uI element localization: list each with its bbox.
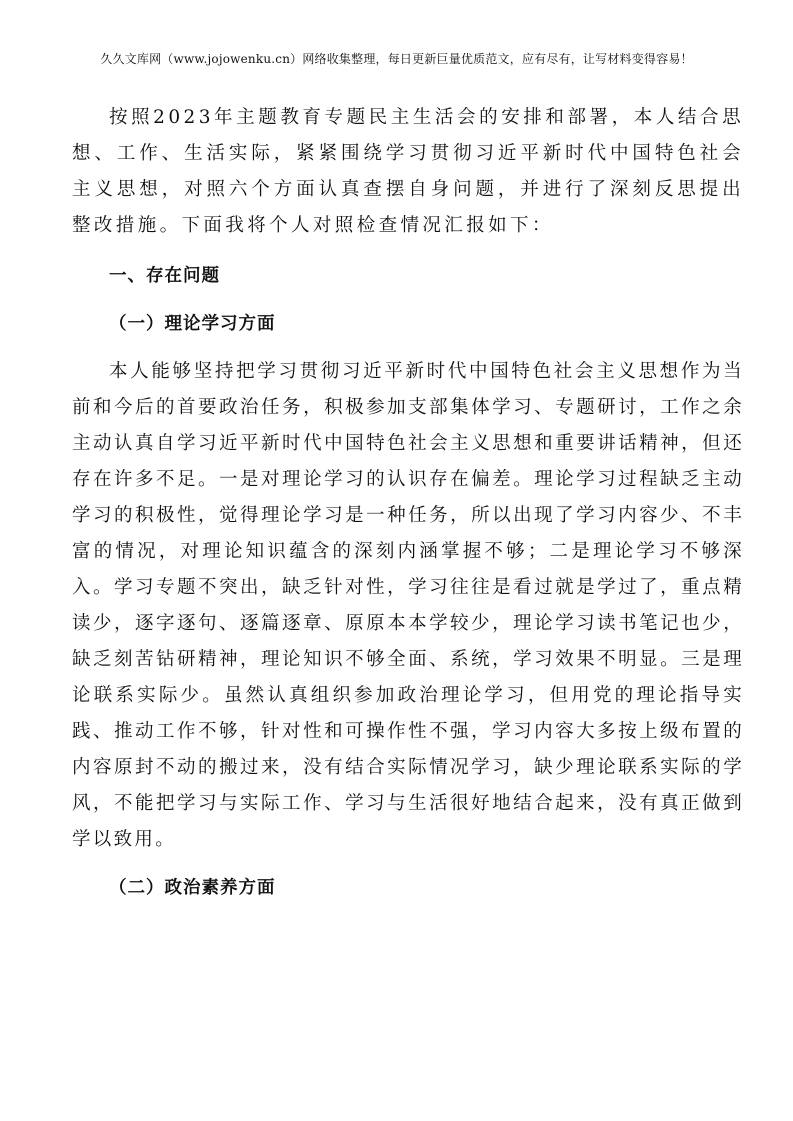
theory-study-paragraph: 本人能够坚持把学习贯彻习近平新时代中国特色社会主义思想作为当前和今后的首要政治任务，积极参加支部集体学习、专题研讨，工作之余主动认真自学习近平新时代中国特色社会主义思想和重要讲话精神，但还存在许多不足。一是对理论学习的认识存在偏差。理论学习过程缺乏主动学习的积极性，觉得理论学习是一种任务，所以出现了学习内容少、不丰富的情况，对理论知识蕴含的深刻内涵掌握不够；二是理论学习不够深入。学习专题不突出，缺乏针对性，学习往往是看过就是学过了，重点精读少，逐字逐句、逐篇逐章、原原本本学较少，理论学习读书笔记也少，缺乏刻苦钻研精神，理论知识不够全面、系统，学习效果不明显。三是理论联系实际少。虽然认真组织参加政治理论学习，但用党的理论指导实践、推动工作不够，针对性和可操作性不强，学习内容大多按上级布置的内容原封不动的搬过来，没有结合实际情况学习，缺少理论联系实际的学风，不能把学习与实际工作、学习与生活很好地结合起来，没有真正做到学以致用。: [72, 361, 744, 850]
subsection-heading-theory-study: （一）理论学习方面: [109, 314, 276, 334]
intro-paragraph: 按照2023年主题教育专题民主生活会的安排和部署，本人结合思想、工作、生活实际，紧紧围绕学习贯彻习近平新时代中国特色社会主义思想，对照六个方面认真查摆自身问题，并进行了深刻反思提出整改措施。下面我将个人对照检查情况汇报如下：: [72, 107, 744, 236]
page-header: 久久文库网（www.jojowenku.cn）网络收集整理，每日更新巨量优质范文，应有尽有，让写材料变得容易！: [100, 52, 693, 66]
subsection-heading-political-literacy: （二）政治素养方面: [109, 878, 276, 898]
section-heading-problems: 一、存在问题: [109, 266, 220, 286]
document-body: [72, 100, 744, 906]
